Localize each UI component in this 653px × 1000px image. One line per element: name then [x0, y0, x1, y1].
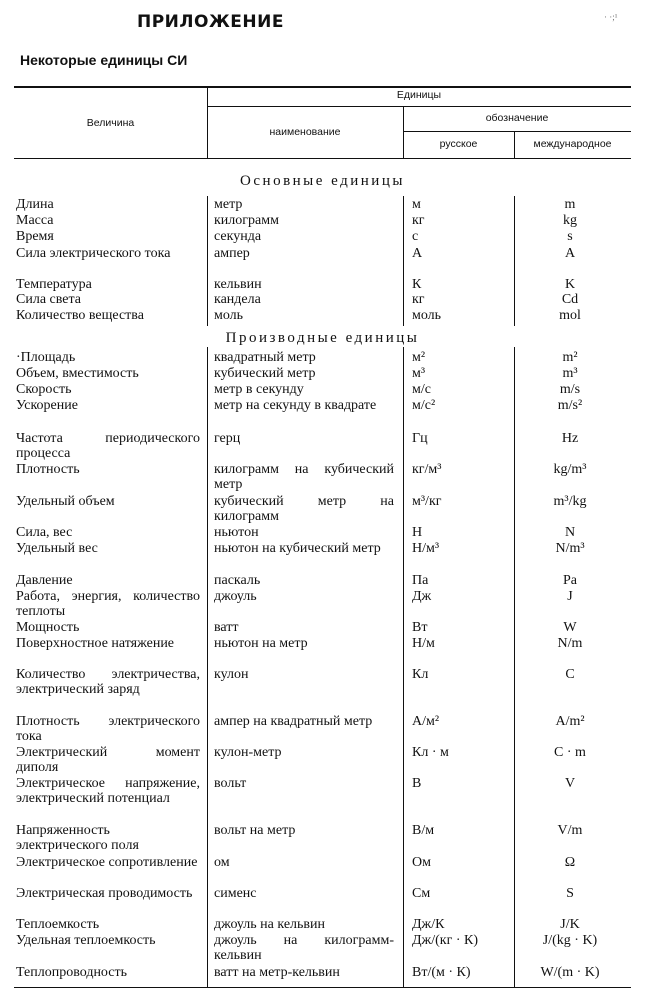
quantity-cell: Электрическое напряжение, электрический потенциал [16, 776, 200, 806]
russian-symbol-cell: В [412, 776, 422, 791]
unit-name-cell: ампер на квадратный метр [214, 714, 373, 729]
unit-name-cell: килограмм [214, 213, 279, 228]
quantity-cell: Удельный объем [16, 494, 115, 509]
unit-name-cell: ньютон [214, 525, 259, 540]
quantity-cell: ·Площадь [16, 350, 76, 365]
column-header-name: наименование [269, 126, 341, 138]
column-header-russian: русское [439, 138, 478, 150]
unit-name-cell: ампер [214, 246, 250, 261]
russian-symbol-cell: моль [412, 308, 442, 323]
quantity-cell: Теплоемкость [16, 917, 100, 932]
international-symbol-cell: m² [562, 350, 578, 365]
column-header-international: международное [533, 138, 612, 150]
russian-symbol-cell: м³ [412, 366, 426, 381]
quantity-cell: Частота периодического процесса [16, 431, 200, 461]
unit-name-cell: ньютон на метр [214, 636, 308, 651]
quantity-cell: Электрический момент диполя [16, 745, 200, 775]
quantity-cell: Поверхностное натяжение [16, 636, 175, 651]
russian-symbol-cell: м/с² [412, 398, 436, 413]
unit-name-cell: метр [214, 197, 243, 212]
russian-symbol-cell: В/м [412, 823, 435, 838]
unit-name-cell: секунда [214, 229, 262, 244]
quantity-cell: Электрическая проводимость [16, 886, 193, 901]
unit-name-cell: моль [214, 308, 244, 323]
international-symbol-cell: J/(kg · K) [542, 933, 598, 948]
international-symbol-cell: N [564, 525, 576, 540]
body-divider-3a [514, 196, 515, 326]
unit-name-cell: кубический метр на килограмм [214, 494, 394, 524]
unit-name-cell: метр в секунду [214, 382, 304, 397]
russian-symbol-cell: кг/м³ [412, 462, 442, 477]
body-divider-2a [403, 196, 404, 326]
column-header-quantity: Величина [86, 117, 135, 129]
unit-name-cell: метр на секунду в квадрате [214, 398, 377, 413]
russian-symbol-cell: Вт/(м · К) [412, 965, 471, 980]
international-symbol-cell: W/(m · K) [540, 965, 600, 980]
quantity-cell: Плотность электрического тока [16, 714, 200, 744]
russian-symbol-cell: А [412, 246, 423, 261]
body-divider-1b [207, 347, 208, 987]
russian-symbol-cell: Н [412, 525, 423, 540]
international-symbol-cell: Hz [561, 431, 579, 446]
international-symbol-cell: Pa [563, 573, 577, 588]
international-symbol-cell: mol [559, 308, 581, 323]
russian-symbol-cell: Дж/К [412, 917, 445, 932]
unit-name-cell: джоуль на килограмм-кельвин [214, 933, 394, 963]
quantity-cell: Напряженность электрического поля [16, 823, 139, 853]
quantity-cell: Температура [16, 277, 92, 292]
international-symbol-cell: S [566, 886, 574, 901]
international-symbol-cell: m/s² [557, 398, 583, 413]
international-symbol-cell: C · m [554, 745, 586, 760]
quantity-cell: Скорость [16, 382, 72, 397]
table-bottom-rule [14, 987, 631, 988]
quantity-cell: Удельная теплоемкость [16, 933, 156, 948]
russian-symbol-cell: Кл [412, 667, 429, 682]
column-header-units: Единицы [396, 89, 442, 101]
unit-name-cell: килограмм на кубический метр [214, 462, 394, 492]
unit-name-cell: паскаль [214, 573, 261, 588]
international-symbol-cell: V/m [557, 823, 583, 838]
quantity-cell: Количество вещества [16, 308, 144, 323]
body-divider-2b [403, 347, 404, 987]
international-symbol-cell: Cd [561, 292, 579, 307]
russian-symbol-cell: м³/кг [412, 494, 442, 509]
international-symbol-cell: m³/kg [553, 494, 587, 509]
appendix-heading: ПРИЛОЖЕНИЕ [137, 12, 284, 32]
quantity-cell: Электрическое сопротивление [16, 855, 198, 870]
international-symbol-cell: J [567, 589, 573, 604]
russian-symbol-cell: Дж [412, 589, 432, 604]
international-symbol-cell: V [564, 776, 576, 791]
russian-symbol-cell: с [412, 229, 419, 244]
international-symbol-cell: kg/m³ [553, 462, 587, 477]
russian-symbol-cell: м² [412, 350, 426, 365]
quantity-cell: Время [16, 229, 54, 244]
international-symbol-cell: N/m [557, 636, 583, 651]
quantity-cell: Работа, энергия, количество теплоты [16, 589, 200, 619]
quantity-cell: Давление [16, 573, 73, 588]
table-top-rule [14, 86, 631, 88]
russian-symbol-cell: кг [412, 292, 425, 307]
russian-symbol-cell: м/с [412, 382, 431, 397]
quantity-cell: Количество электричества, электрический заряд [16, 667, 200, 697]
russian-symbol-cell: А/м² [412, 714, 440, 729]
russian-symbol-cell: Вт [412, 620, 428, 635]
unit-name-cell: ватт [214, 620, 239, 635]
international-symbol-cell: A/m² [555, 714, 585, 729]
unit-name-cell: джоуль на кельвин [214, 917, 326, 932]
body-divider-3b [514, 347, 515, 987]
corner-mark: · ·;¹ [604, 12, 618, 22]
column-header-symbol: обозначение [485, 112, 549, 124]
quantity-cell: Сила света [16, 292, 81, 307]
unit-name-cell: кулон [214, 667, 249, 682]
quantity-cell: Сила, вес [16, 525, 73, 540]
russian-symbol-cell: Дж/(кг · К) [412, 933, 478, 948]
international-symbol-cell: s [567, 229, 573, 244]
units-header-rule [207, 106, 631, 107]
unit-name-cell: вольт [214, 776, 247, 791]
table-title: Некоторые единицы СИ [20, 52, 188, 68]
unit-name-cell: кельвин [214, 277, 262, 292]
unit-name-cell: кандела [214, 292, 261, 307]
unit-name-cell: кубический метр [214, 366, 316, 381]
unit-name-cell: герц [214, 431, 241, 446]
unit-name-cell: джоуль [214, 589, 257, 604]
quantity-cell: Сила электрического тока [16, 246, 171, 261]
international-symbol-cell: m [564, 197, 576, 212]
international-symbol-cell: A [564, 246, 576, 261]
section-heading-derived-units: Производные единицы [225, 330, 420, 346]
international-symbol-cell: K [564, 277, 576, 292]
russian-symbol-cell: м [412, 197, 421, 212]
russian-symbol-cell: Н/м³ [412, 541, 440, 556]
international-symbol-cell: m³ [562, 366, 578, 381]
header-bottom-rule [14, 158, 631, 159]
quantity-cell: Удельный вес [16, 541, 98, 556]
quantity-cell: Ускорение [16, 398, 78, 413]
russian-symbol-cell: Па [412, 573, 429, 588]
unit-name-cell: ом [214, 855, 230, 870]
russian-symbol-cell: кг [412, 213, 425, 228]
international-symbol-cell: W [563, 620, 577, 635]
quantity-cell: Масса [16, 213, 54, 228]
unit-name-cell: кулон-метр [214, 745, 282, 760]
international-symbol-cell: J/K [560, 917, 580, 932]
russian-symbol-cell: Кл · м [412, 745, 449, 760]
russian-symbol-cell: Гц [412, 431, 428, 446]
quantity-cell: Мощность [16, 620, 80, 635]
symbol-header-rule [403, 131, 631, 132]
russian-symbol-cell: Ом [412, 855, 431, 870]
international-symbol-cell: Ω [564, 855, 576, 870]
unit-name-cell: ватт на метр-кельвин [214, 965, 340, 980]
quantity-cell: Теплопроводность [16, 965, 127, 980]
quantity-cell: Длина [16, 197, 54, 212]
international-symbol-cell: kg [563, 213, 577, 228]
international-symbol-cell: C [565, 667, 575, 682]
body-divider-1a [207, 196, 208, 326]
international-symbol-cell: N/m³ [555, 541, 585, 556]
quantity-cell: Плотность [16, 462, 80, 477]
unit-name-cell: квадратный метр [214, 350, 316, 365]
unit-name-cell: вольт на метр [214, 823, 296, 838]
unit-name-cell: ньютон на кубический метр [214, 541, 381, 556]
russian-symbol-cell: См [412, 886, 431, 901]
russian-symbol-cell: Н/м [412, 636, 435, 651]
section-heading-base-units: Основные единицы [240, 173, 405, 189]
international-symbol-cell: m/s [559, 382, 581, 397]
russian-symbol-cell: К [412, 277, 422, 292]
unit-name-cell: сименс [214, 886, 257, 901]
quantity-cell: Объем, вместимость [16, 366, 139, 381]
